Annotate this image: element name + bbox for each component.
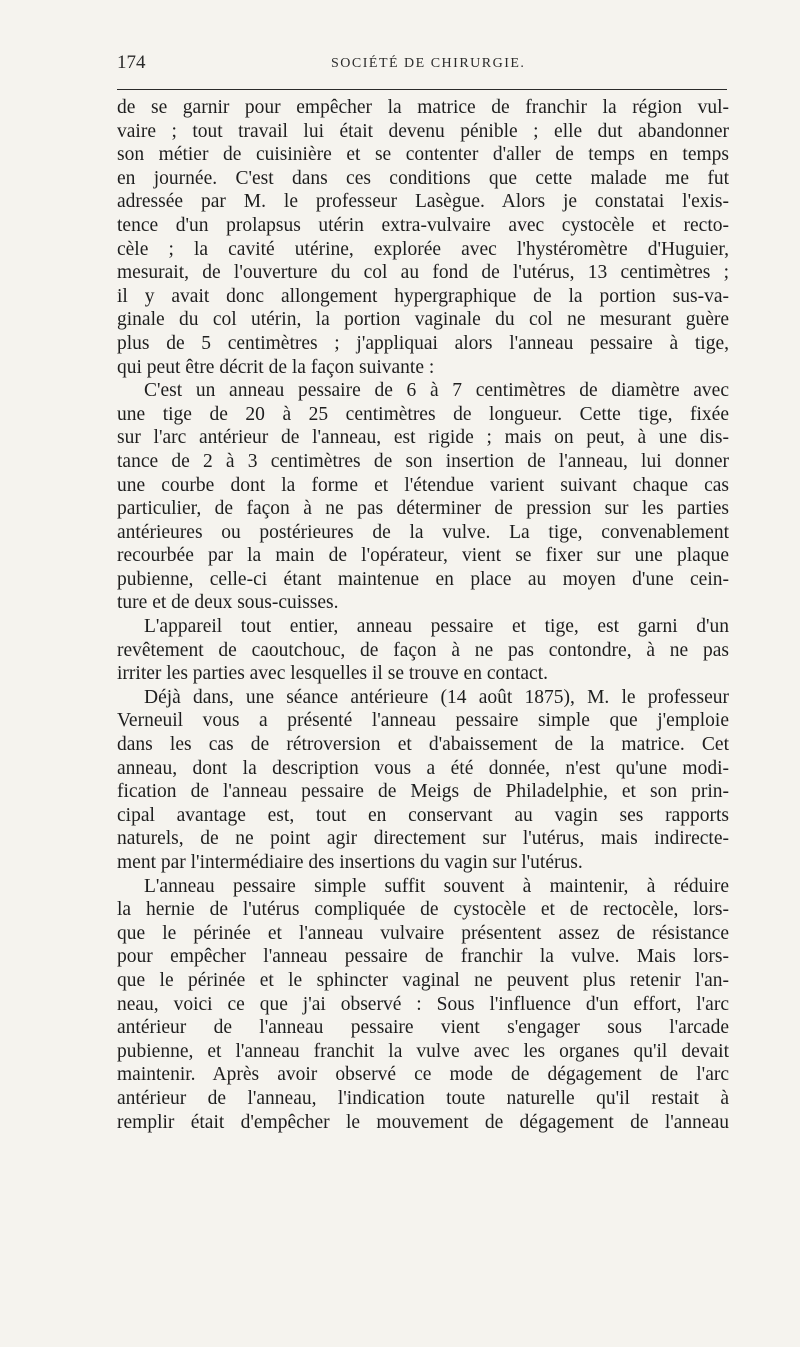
text-line: L'anneau pessaire simple suffit souvent à maintenir, à réduire — [144, 875, 729, 897]
text-line: irriter les parties avec lesquelles il se trouve en contact. — [117, 663, 548, 685]
text-line: tence d'un prolapsus utérin extra-vulvaire avec cystocèle et recto- — [117, 214, 729, 236]
text-line: pubienne, celle-ci étant maintenue en place au moyen d'une cein- — [117, 568, 729, 590]
text-line: antérieur de l'anneau pessaire vient s'engager sous l'arcade — [117, 1017, 729, 1039]
text-line: pour empêcher l'anneau pessaire de franchir la vulve. Mais lors- — [117, 946, 729, 968]
header-rule — [117, 89, 727, 90]
text-line: dans les cas de rétroversion et d'abaissement de la matrice. Cet — [117, 734, 729, 756]
text-line: pubienne, et l'anneau franchit la vulve avec les organes qu'il devait — [117, 1040, 729, 1062]
text-line: fication de l'anneau pessaire de Meigs de Philadelphie, et son prin- — [117, 781, 729, 803]
text-line: qui peut être décrit de la façon suivante : — [117, 356, 435, 378]
text-line: antérieur de l'anneau, l'indication toute naturelle qu'il restait à — [117, 1087, 729, 1109]
text-line: antérieures ou postérieures de la vulve. La tige, convenablement — [117, 521, 729, 543]
running-head: SOCIÉTÉ DE CHIRURGIE. — [331, 56, 526, 71]
text-line: la hernie de l'utérus compliquée de cystocèle et de rectocèle, lors- — [117, 899, 729, 921]
text-line: adressée par M. le professeur Lasègue. Alors je constatai l'exis- — [117, 191, 729, 213]
text-line: cèle ; la cavité utérine, explorée avec l'hystéromètre d'Huguier, — [117, 238, 729, 260]
page-number: 174 — [117, 52, 146, 73]
text-line: il y avait donc allongement hypergraphique de la portion sus-va- — [117, 285, 729, 307]
text-line: vaire ; tout travail lui était devenu pénible ; elle dut abandonner — [117, 120, 729, 142]
text-line: naturels, de ne point agir directement sur l'utérus, mais indirecte- — [117, 828, 729, 850]
text-line: plus de 5 centimètres ; j'appliquai alors l'anneau pessaire à tige, — [117, 332, 729, 354]
text-line: de se garnir pour empêcher la matrice de franchir la région vul- — [117, 97, 729, 118]
text-line: remplir était d'empêcher le mouvement de dégagement de l'anneau — [117, 1111, 729, 1133]
text-line: anneau, dont la description vous a été donnée, n'est qu'une modi- — [117, 757, 729, 779]
text-line: ment par l'intermédiaire des insertions du vagin sur l'utérus. — [117, 852, 583, 873]
text-line: C'est un anneau pessaire de 6 à 7 centimètres de diamètre avec — [144, 380, 729, 402]
text-line: une tige de 20 à 25 centimètres de longueur. Cette tige, fixée — [117, 403, 729, 425]
text-line: ginale du col utérin, la portion vaginale du col ne mesurant guère — [117, 309, 729, 331]
text-line: que le périnée et l'anneau vulvaire présentent assez de résistance — [117, 922, 729, 944]
page-header — [117, 52, 729, 76]
text-line: recourbée par la main de l'opérateur, vient se fixer sur une plaque — [117, 545, 729, 567]
text-line: neau, voici ce que j'ai observé : Sous l'influence d'un effort, l'arc — [117, 993, 729, 1015]
text-line: tance de 2 à 3 centimètres de son insertion de l'anneau, lui donner — [117, 450, 729, 472]
text-line: mesurait, de l'ouverture du col au fond de l'utérus, 13 centimètres ; — [117, 262, 729, 284]
text-line: particulier, de façon à ne pas déterminer de pression sur les parties — [117, 498, 729, 520]
text-line: en journée. C'est dans ces conditions que cette malade me fut — [117, 167, 729, 189]
text-line: cipal avantage est, tout en conservant au vagin ses rapports — [117, 804, 729, 826]
text-line: son métier de cuisinière et se contenter d'aller de temps en temps — [117, 144, 729, 166]
text-line: que le périnée et le sphincter vaginal ne peuvent plus retenir l'an- — [117, 969, 729, 991]
body-text — [117, 96, 729, 1134]
text-line: Verneuil vous a présenté l'anneau pessaire simple que j'emploie — [117, 710, 729, 732]
text-line: maintenir. Après avoir observé ce mode de dégagement de l'arc — [117, 1064, 729, 1086]
text-line: une courbe dont la forme et l'étendue varient suivant chaque cas — [117, 474, 729, 496]
text-line: Déjà dans, une séance antérieure (14 août 1875), M. le professeur — [144, 686, 729, 708]
text-line: L'appareil tout entier, anneau pessaire et tige, est garni d'un — [144, 616, 729, 638]
text-line: ture et de deux sous-cuisses. — [117, 592, 339, 614]
text-line: sur l'arc antérieur de l'anneau, est rigide ; mais on peut, à une dis- — [117, 427, 729, 449]
text-line: revêtement de caoutchouc, de façon à ne pas contondre, à ne pas — [117, 639, 729, 661]
